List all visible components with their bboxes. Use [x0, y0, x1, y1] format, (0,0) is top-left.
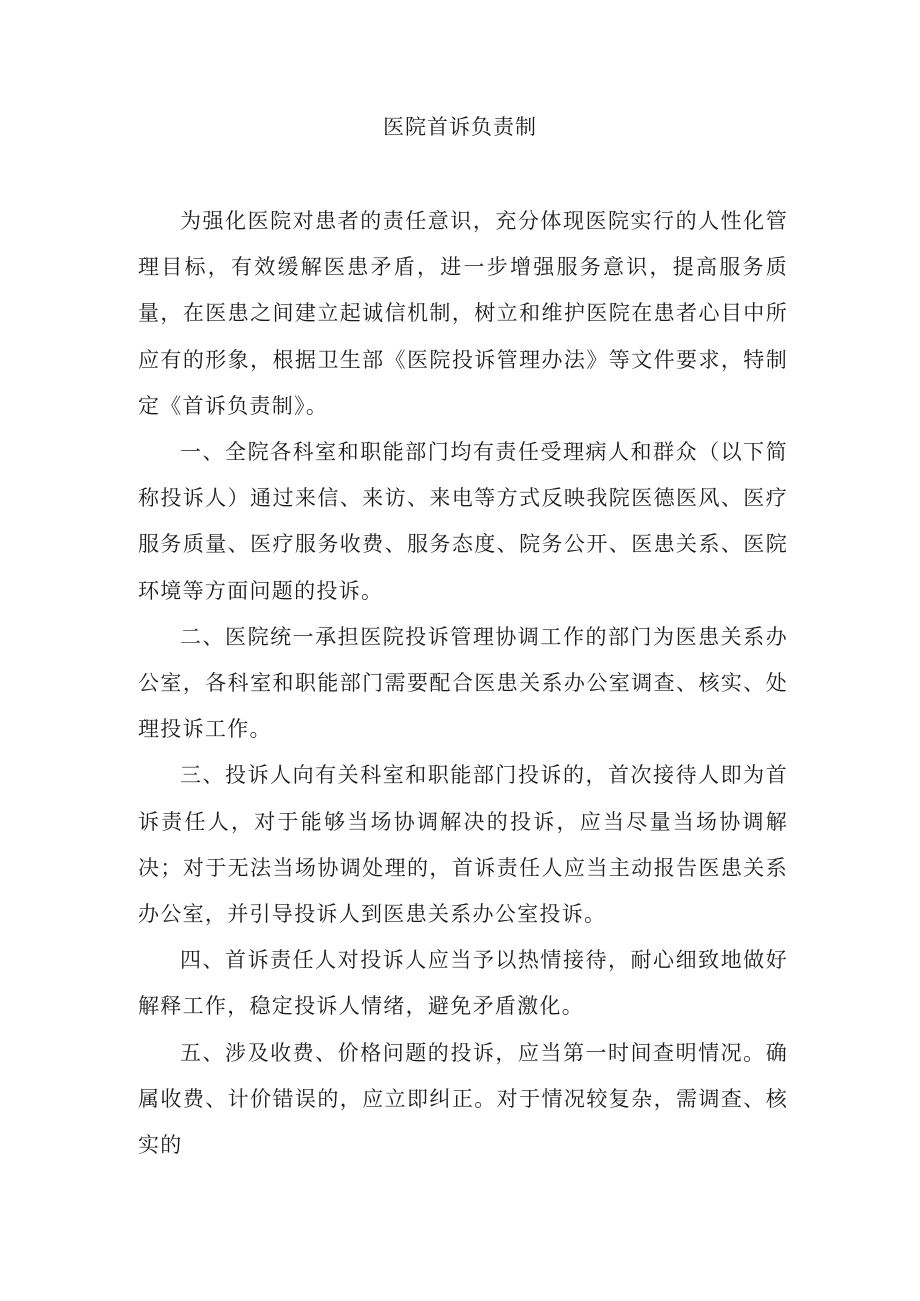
- paragraph-2: 二、医院统一承担医院投诉管理协调工作的部门为医患关系办公室，各科室和职能部门需要配合医患关系办公室调查、核实、处理投诉工作。: [138, 624, 788, 742]
- paragraph-5: 五、涉及收费、价格问题的投诉，应当第一时间查明情况。确属收费、计价错误的，应立即纠正。对于情况较复杂，需调查、核实的: [138, 1040, 788, 1158]
- paragraph-3: 三、投诉人向有关科室和职能部门投诉的，首次接待人即为首诉责任人，对于能够当场协调解决的投诉，应当尽量当场协调解决；对于无法当场协调处理的，首诉责任人应当主动报告医患关系办公室，并引导投诉人到医患关系办公室投诉。: [138, 763, 788, 927]
- paragraph-1: 一、全院各科室和职能部门均有责任受理病人和群众（以下简称投诉人）通过来信、来访、来电等方式反映我院医德医风、医疗服务质量、医疗服务收费、服务态度、院务公开、医患关系、医院环境等方面问题的投诉。: [138, 440, 788, 603]
- document-body: [138, 198, 788, 1168]
- paragraph-intro: 为强化医院对患者的责任意识，充分体现医院实行的人性化管理目标，有效缓解医患矛盾，进一步增强服务意识，提高服务质量，在医患之间建立起诚信机制，树立和维护医院在患者心目中所应有的形象，根据卫生部《医院投诉管理办法》等文件要求，特制定《首诉负责制》。: [138, 209, 788, 418]
- document-title: 医院首诉负责制: [383, 115, 537, 139]
- paragraph-4: 四、首诉责任人对投诉人应当予以热情接待，耐心细致地做好解释工作，稳定投诉人情绪，避免矛盾激化。: [138, 948, 788, 1019]
